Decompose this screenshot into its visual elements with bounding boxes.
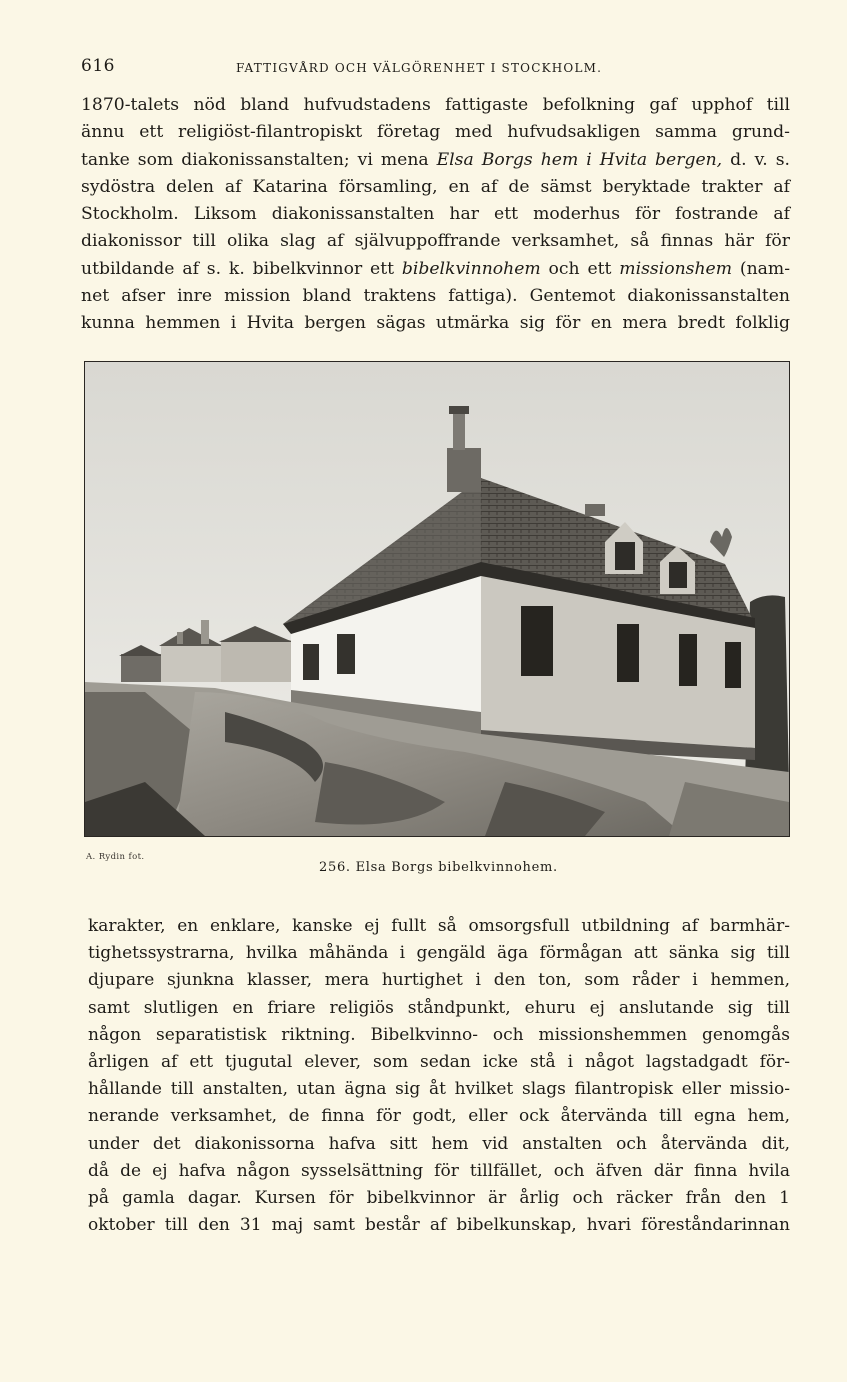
- text-line: på gamla dagar. Kursen för bibelkvinnor är årlig och räcker från den 1: [88, 1187, 790, 1208]
- italic-text: Elsa Borgs hem i Hvita bergen,: [436, 149, 723, 170]
- text-line: någon separatistisk riktning. Bibelkvinno- och missionshemmen genomgås: [88, 1024, 790, 1045]
- text-line: oktober till den 31 maj samt består af bibelkunskap, hvari föreståndarinnan: [88, 1215, 790, 1236]
- text-line: samt slutligen en friare religiös ståndpunkt, ehuru ej anslutande sig till: [88, 997, 790, 1018]
- text-line: nerande verksamhet, de finna för godt, eller ock återvända till egna hem,: [88, 1106, 790, 1127]
- text-line: djupare sjunkna klasser, mera hurtighet i den ton, som råder i hemmen,: [88, 970, 790, 991]
- text-line: kunna hemmen i Hvita bergen sägas utmärka sig för en mera bredt folklig: [81, 313, 790, 334]
- text-line: tighetssystrarna, hvilka måhända i gengäld äga förmågan att sänka sig till: [88, 943, 790, 964]
- paragraph-bottom: [88, 913, 790, 1239]
- paragraph-top: [81, 92, 790, 338]
- text-line: net afser inre mission bland traktens fattiga). Gentemot diakonissanstalten: [81, 286, 790, 307]
- text-line: då de ej hafva någon sysselsättning för tillfället, och äfven där finna hvila: [88, 1160, 790, 1181]
- photo-credit: A. Rydin fot.: [86, 852, 145, 862]
- text-line: Stockholm. Liksom diakonissanstalten har ett moderhus för fostrande af: [81, 204, 790, 225]
- photograph-elsa-borgs-home: [84, 361, 790, 837]
- figure-caption: 256. Elsa Borgs bibelkvinnohem.: [319, 860, 558, 875]
- italic-text: missionshem: [619, 258, 733, 279]
- text-line: ännu ett religiöst-filantropiskt företag med hufvudsakligen samma grund-: [81, 122, 790, 143]
- text-line: tanke som diakonissanstalten; vi mena Elsa Borgs hem i Hvita bergen, d. v. s.: [81, 149, 790, 170]
- text-line: utbildande af s. k. bibelkvinnor ett bibelkvinnohem och ett missionshem (nam-: [81, 258, 791, 279]
- page-number: 616: [81, 56, 115, 76]
- text-line: diakonissor till olika slag af självuppoffrande verksamhet, så finnas här för: [81, 231, 790, 252]
- text-line: hållande till anstalten, utan ägna sig åt hvilket slags filantropisk eller missio-: [88, 1079, 790, 1100]
- text-line: sydöstra delen af Katarina församling, en af de sämst beryktade trakter af: [81, 176, 790, 197]
- text-line: 1870-talets nöd bland hufvudstadens fattigaste befolkning gaf upphof till: [81, 95, 790, 115]
- text-line: under det diakonissorna hafva sitt hem vid anstalten och återvända dit,: [88, 1133, 790, 1154]
- text-line: karakter, en enklare, kanske ej fullt så omsorgsfull utbildning af barmhär-: [88, 916, 790, 936]
- text-line: årligen af ett tjugutal elever, som sedan icke stå i något lagstadgadt för-: [88, 1051, 790, 1072]
- italic-text: bibelkvinnohem: [401, 258, 541, 279]
- running-title: FATTIGVÅRD OCH VÄLGÖRENHET I STOCKHOLM.: [236, 61, 603, 75]
